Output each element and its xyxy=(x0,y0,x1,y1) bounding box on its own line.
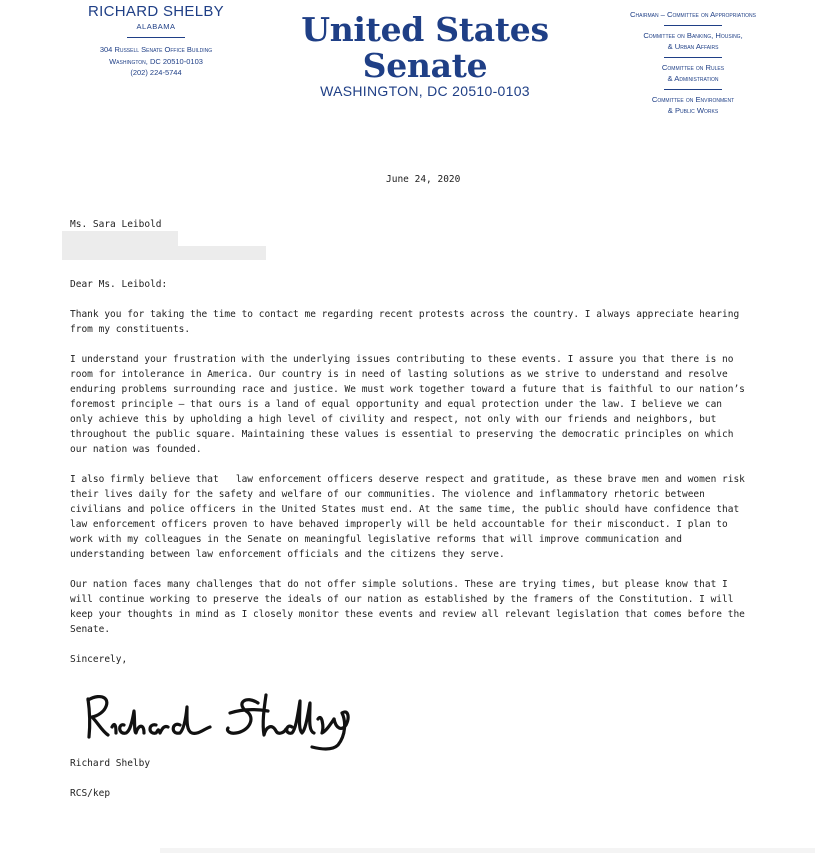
signer-name: Richard Shelby xyxy=(70,758,151,769)
paragraph-1: Thank you for taking the time to contact me regarding recent protests across the country. I always appreciate hearing from my constituents. xyxy=(70,309,740,335)
committee-rules-line-1: Committee on Rules xyxy=(661,62,725,72)
closing: Sincerely, xyxy=(70,654,128,665)
signature xyxy=(80,683,365,753)
office-address-line-2: Washington, DC 20510-0103 xyxy=(109,56,203,66)
senator-block xyxy=(56,4,256,79)
committee-list xyxy=(598,9,788,117)
divider xyxy=(664,89,722,90)
office-address-line-1: 304 Russell Senate Office Building xyxy=(99,45,213,54)
redacted-address-line-1 xyxy=(62,231,178,246)
divider xyxy=(664,25,722,26)
paragraph-3: I also firmly believe that law enforcement officers deserve respect and gratitude, as these brave men and women risk their lives daily for the safety and welfare of our communities. The violence and inflammatory rhetoric between civilians and police officers in the United States must end. At the same time, the public should have confidence that law enforcement officers proven to have behaved improperly will be held accountable for their misconduct. I plan to work with my colleagues in the Senate on meaningful legislative reforms that will improve communication and understanding between law enforcement officials and the citizens they serve. xyxy=(70,474,745,560)
committee-banking-line-2: & Urban Affairs xyxy=(667,42,719,51)
senate-city: WASHINGTON, DC 20510-0103 xyxy=(320,83,530,99)
senate-heading xyxy=(250,12,600,98)
committee-chair-appropriations: Chairman – Committee on Appropriations xyxy=(630,10,756,19)
typist-initials: RCS/kep xyxy=(70,788,111,799)
redacted-address-line-2 xyxy=(62,246,266,260)
scan-edge xyxy=(160,848,815,853)
recipient-name: Ms. Sara Leibold xyxy=(70,219,162,230)
senator-name: RICHARD SHELBY xyxy=(88,3,224,20)
letter-date: June 24, 2020 xyxy=(386,174,461,185)
office-phone: (202) 224-5744 xyxy=(130,68,182,77)
committee-rules-line-2: & Administration xyxy=(667,74,719,83)
paragraph-2: I understand your frustration with the underlying issues contributing to these events. I assure you that there is no room for intolerance in America. Our country is in need of lasting solutions as we strive to understand and resolve enduring problems surrounding race and justice. We must work together toward a future that is faithful to our nation’s foremost principle – that ours is a land of equal opportunity and equal protection under the law. I believe we can only achieve this by upholding a high level of civility and respect, not only with our friends and neighbors, but throughout the public square. Maintaining these values is essential to preserving the democratic principles on which our nation was founded. xyxy=(70,354,745,455)
divider xyxy=(127,37,185,38)
paragraph-4: Our nation faces many challenges that do not offer simple solutions. These are trying times, but please know that I will continue working to preserve the ideals of our nation as established by the framers of the Constitution. I will keep your thoughts in mind as I closely monitor these events and review all relevant legislation that comes before the Senate. xyxy=(70,579,745,635)
senator-state: ALABAMA xyxy=(136,22,176,31)
salutation: Dear Ms. Leibold: xyxy=(70,279,168,290)
committee-environment-line-2: & Public Works xyxy=(667,106,719,115)
committee-environment-line-1: Committee on Environment xyxy=(651,94,735,104)
divider xyxy=(664,57,722,58)
committee-banking-line-1: Committee on Banking, Housing, xyxy=(643,30,743,40)
senate-title: United States Senate xyxy=(301,10,549,85)
